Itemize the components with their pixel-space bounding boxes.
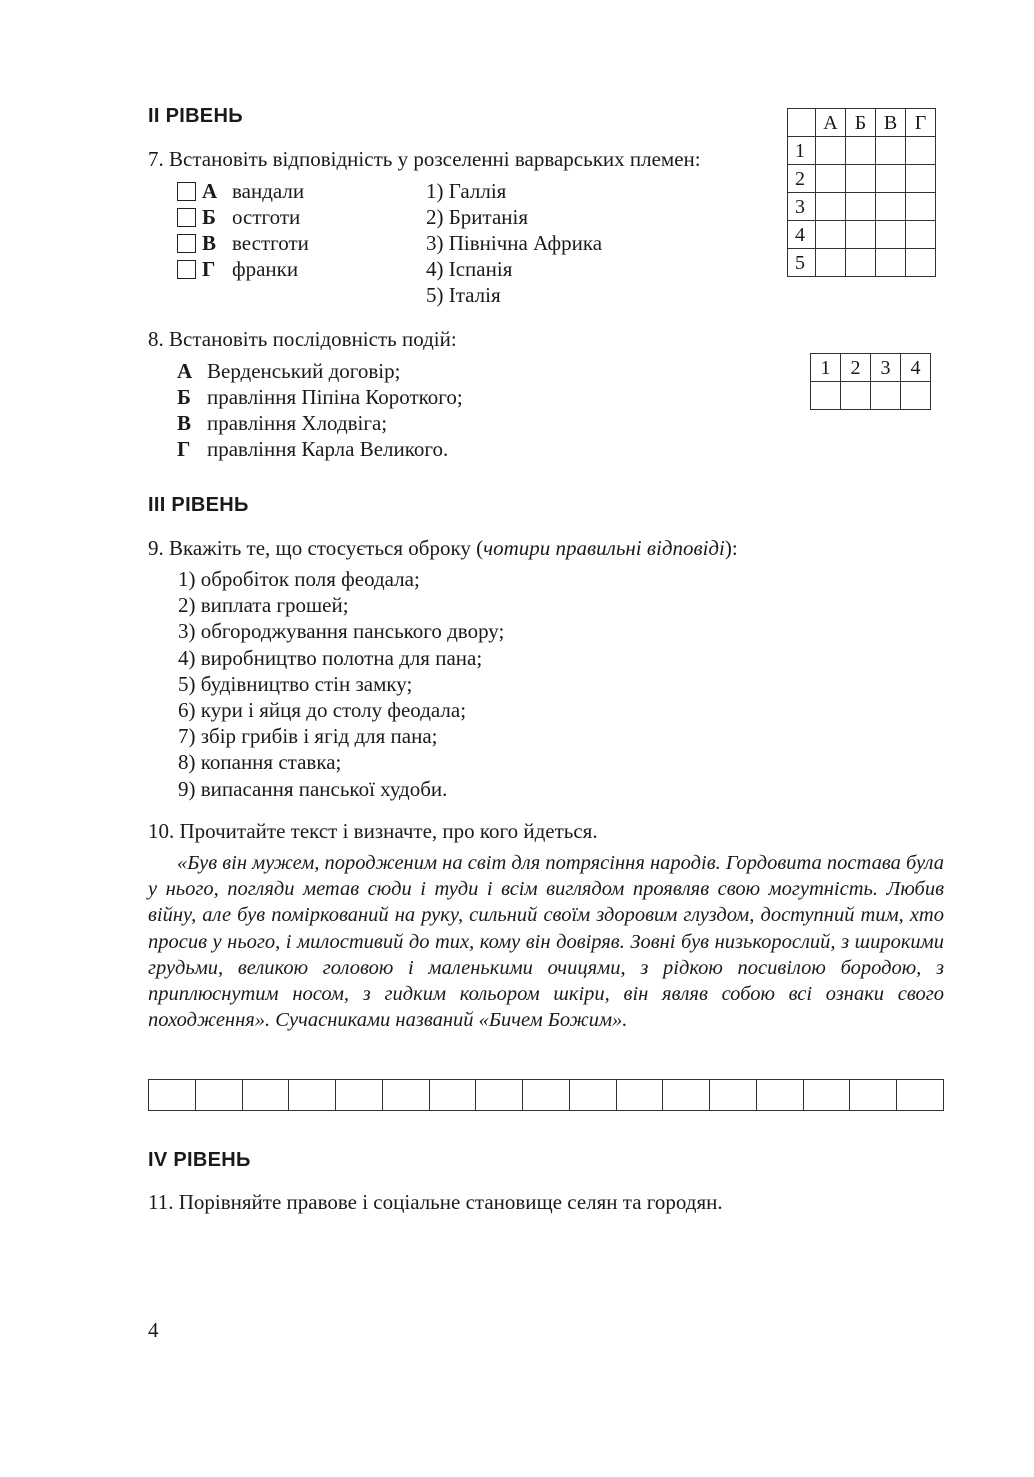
answer-cell[interactable]: [523, 1080, 570, 1110]
grid-cell[interactable]: [846, 221, 876, 249]
grid-cell[interactable]: [841, 382, 871, 410]
level-2-heading: ІІ РІВЕНЬ: [148, 105, 243, 127]
grid-cell[interactable]: [876, 221, 906, 249]
grid-row-header: 1: [788, 137, 816, 165]
q7-left-options: [177, 178, 309, 282]
grid-cell[interactable]: [876, 137, 906, 165]
grid-cell[interactable]: [901, 382, 931, 410]
grid-cell[interactable]: [816, 165, 846, 193]
q7-place: 1) Галлія: [426, 179, 507, 203]
checkbox[interactable]: [177, 182, 196, 201]
q9-options: [178, 566, 504, 802]
q8-event: Г правління Карла Великого.: [177, 437, 449, 461]
q9-option: 6) кури і яйця до столу феодала;: [178, 697, 467, 722]
answer-cell[interactable]: [383, 1080, 430, 1110]
checkbox[interactable]: [177, 208, 196, 227]
grid-row-header: 3: [788, 193, 816, 221]
answer-cell[interactable]: [430, 1080, 477, 1110]
answer-cell[interactable]: [663, 1080, 710, 1110]
grid-cell[interactable]: [876, 193, 906, 221]
q7-place: 2) Британія: [426, 205, 529, 229]
q9-option: 1) обробіток поля феодала;: [178, 567, 420, 591]
grid-cell[interactable]: [846, 165, 876, 193]
answer-cell[interactable]: [850, 1080, 897, 1110]
question-11-text: 11. Порівняйте правове і соціальне становище селян та городян.: [148, 1190, 723, 1214]
q10-quote: «Був він мужем, породженим на світ для потрясіння народів. Гордовита постава була у нього, погляди метав сюди і туди і всім виглядом проявляв свою могутність. Любив війну, але був поміркований на руку, сильний своїм здоровим глуздом, доступний тим, хто просив у нього, і милостивий до тих, кому він довіряв. Зовні був низькорослий, з широкими грудьми, великою головою і маленькими очицями, з рідкою посивілою бородою, з приплюснутим носом, з гидким кольором шкіри, він являв собою всі ознаки свого походження». Сучасниками названий «Бичем Божим».: [148, 852, 944, 1032]
grid-row-header: 2: [788, 165, 816, 193]
q9-option: 5) будівництво стін замку;: [178, 671, 413, 696]
grid-cell[interactable]: [811, 382, 841, 410]
level-4-heading: ІV РІВЕНЬ: [148, 1149, 251, 1171]
answer-cell[interactable]: [757, 1080, 804, 1110]
grid-col-header: Б: [846, 109, 876, 137]
answer-cell[interactable]: [617, 1080, 664, 1110]
grid-col-header: 1: [811, 354, 841, 382]
checkbox[interactable]: [177, 234, 196, 253]
q8-event: А Верденський договір;: [177, 359, 401, 383]
q9-option: 4) виробництво полотна для пана;: [178, 645, 483, 670]
grid-cell[interactable]: [846, 193, 876, 221]
q7-right-options: [426, 178, 602, 308]
answer-cell[interactable]: [804, 1080, 851, 1110]
q8-events: [177, 358, 463, 462]
q9-option: 9) випасання панської худоби.: [178, 776, 448, 801]
answer-cell[interactable]: [570, 1080, 617, 1110]
answer-cell[interactable]: [243, 1080, 290, 1110]
q8-answer-grid: [810, 353, 931, 410]
q7-option-v: В вестготи: [177, 230, 309, 256]
grid-col-header: 2: [841, 354, 871, 382]
grid-col-header: 4: [901, 354, 931, 382]
grid-cell[interactable]: [846, 249, 876, 277]
grid-cell[interactable]: [816, 193, 846, 221]
grid-cell[interactable]: [906, 221, 936, 249]
answer-cell[interactable]: [149, 1080, 196, 1110]
q9-option: 3) обгороджування панського двору;: [178, 619, 505, 644]
answer-cell[interactable]: [897, 1080, 944, 1110]
grid-col-header: 3: [871, 354, 901, 382]
q9-option: 2) виплата грошей;: [178, 593, 349, 618]
grid-cell[interactable]: [876, 165, 906, 193]
question-7-text: 7. Встановіть відповідність у розселенні варварських племен:: [148, 147, 701, 171]
grid-col-header: Г: [906, 109, 936, 137]
grid-col-header: А: [816, 109, 846, 137]
q8-event: Б правління Піпіна Короткого;: [177, 385, 463, 409]
q7-place: 5) Італія: [426, 283, 501, 307]
answer-cell[interactable]: [289, 1080, 336, 1110]
grid-row-header: 4: [788, 221, 816, 249]
question-10-text: 10. Прочитайте текст і визначте, про кого йдеться.: [148, 819, 598, 843]
grid-cell[interactable]: [816, 137, 846, 165]
page-number: 4: [148, 1318, 159, 1342]
grid-cell[interactable]: [906, 137, 936, 165]
grid-cell[interactable]: [906, 193, 936, 221]
question-8-text: 8. Встановіть послідовність подій:: [148, 327, 457, 351]
level-3-heading: ІІІ РІВЕНЬ: [148, 494, 249, 516]
q9-option: 8) копання ставка;: [178, 750, 342, 775]
q7-place: 4) Іспанія: [426, 257, 513, 281]
answer-cell[interactable]: [336, 1080, 383, 1110]
q7-answer-grid: [787, 108, 936, 277]
grid-cell[interactable]: [906, 165, 936, 193]
grid-cell[interactable]: [846, 137, 876, 165]
q7-option-a: А вандали: [177, 178, 309, 204]
checkbox[interactable]: [177, 260, 196, 279]
answer-cell[interactable]: [476, 1080, 523, 1110]
answer-cell[interactable]: [196, 1080, 243, 1110]
grid-cell[interactable]: [816, 249, 846, 277]
grid-cell[interactable]: [906, 249, 936, 277]
grid-cell[interactable]: [816, 221, 846, 249]
question-9-text: 9. Вкажіть те, що стосується оброку (чотири правильні відповіді):: [148, 536, 738, 560]
q7-option-b: Б остготи: [177, 204, 309, 230]
q7-option-g: Г франки: [177, 256, 309, 282]
grid-cell[interactable]: [871, 382, 901, 410]
grid-corner: [788, 109, 816, 137]
q9-option: 7) збір грибів і ягід для пана;: [178, 724, 438, 749]
q8-event: В правління Хлодвіга;: [177, 411, 388, 435]
grid-cell[interactable]: [876, 249, 906, 277]
answer-cell[interactable]: [710, 1080, 757, 1110]
q7-place: 3) Північна Африка: [426, 231, 603, 255]
q10-answer-cells: [148, 1079, 944, 1111]
grid-row-header: 5: [788, 249, 816, 277]
grid-col-header: В: [876, 109, 906, 137]
